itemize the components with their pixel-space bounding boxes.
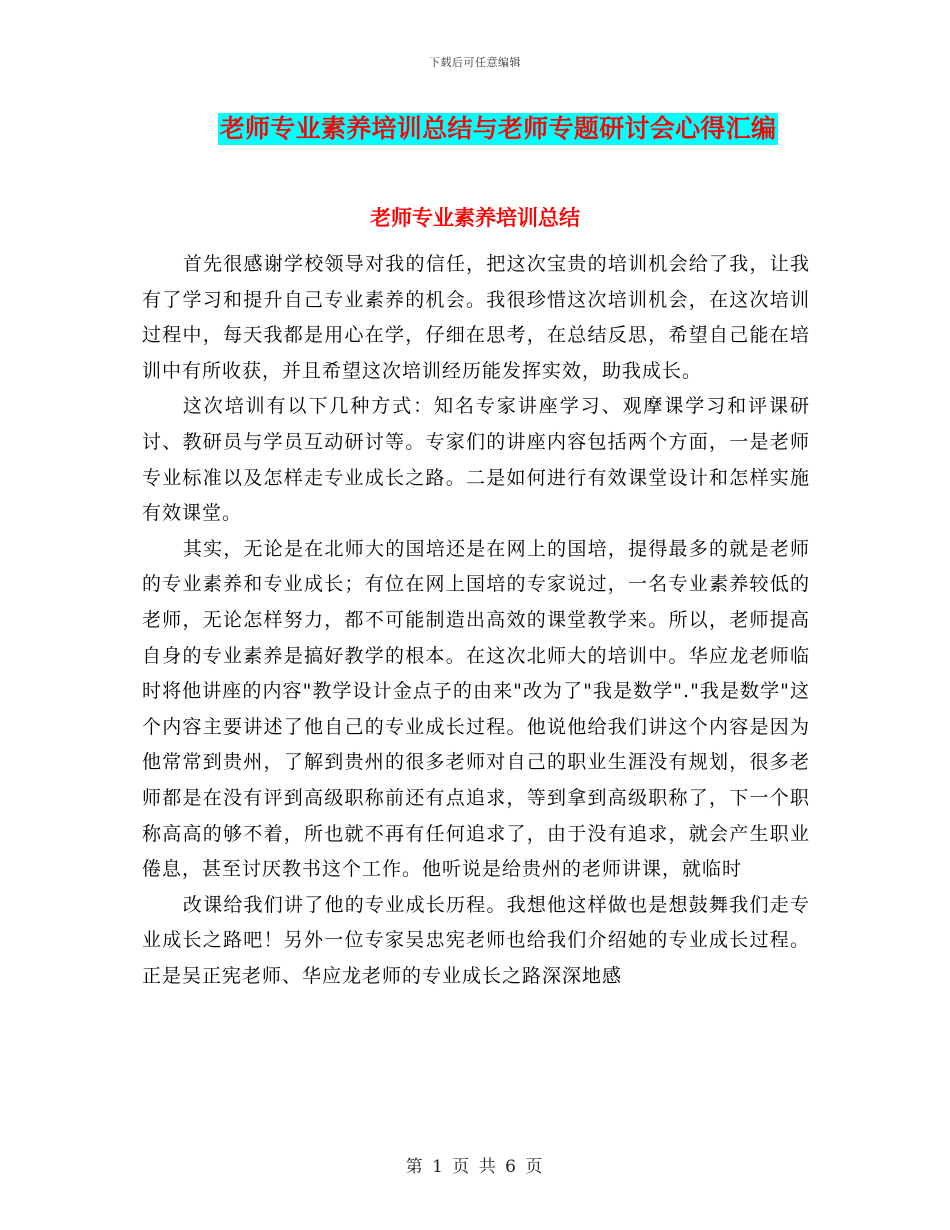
paragraph: 其实，无论是在北师大的国培还是在网上的国培，提得最多的就是老师的专业素养和专业成长；有位在网上国培的专家说过，一名专业素养较低的老师，无论怎样努力，都不可能制造出高效的课堂教学来。所以，老师提高自身的专业素养是搞好教学的根本。在这次北师大的培训中。华应龙老师临时将他讲座的内容"教学设计金点子的由来"改为了"我是数学"."我是数学"这个内容主要讲述了他自己的专业成长过程。他说他给我们讲这个内容是因为他常常到贵州，了解到贵州的很多老师对自己的职业生涯没有规划，很多老师都是在没有评到高级职称前还有点追求，等到拿到高级职称了，下一个职称高高的够不着，所也就不再有任何追求了，由于没有追求，就会产生职业倦息，甚至讨厌教书这个工作。他听说是给贵州的老师讲课，就临时: [142, 537, 810, 881]
page-footer: 第 1 页 共 6 页: [405, 1157, 545, 1177]
page-header-note: 下载后可任意编辑: [429, 56, 521, 69]
main-title-container: [0, 113, 950, 145]
main-title: 老师专业素养培训总结与老师专题研讨会心得汇编: [219, 114, 777, 143]
document-body: [142, 247, 810, 994]
paragraph: 这次培训有以下几种方式：知名专家讲座学习、观摩课学习和评课研讨、教研员与学员互动研讨等。专家们的讲座内容包括两个方面，一是老师专业标准以及怎样走专业成长之路。二是如何进行有效课堂设计和怎样实施有效课堂。: [142, 395, 810, 525]
section-title: 老师专业素养培训总结: [370, 205, 580, 230]
paragraph: 首先很感谢学校领导对我的信任，把这次宝贵的培训机会给了我，让我有了学习和提升自己专业素养的机会。我很珍惜这次培训机会，在这次培训过程中，每天我都是用心在学，仔细在思考，在总结反思，希望自己能在培训中有所收获，并且希望这次培训经历能发挥实效，助我成长。: [142, 253, 810, 382]
paragraph: 改课给我们讲了他的专业成长历程。我想他这样做也是想鼓舞我们走专业成长之路吧！另外一位专家吴忠宪老师也给我们介绍她的专业成长过程。正是吴正宪老师、华应龙老师的专业成长之路深深地感: [142, 893, 810, 987]
